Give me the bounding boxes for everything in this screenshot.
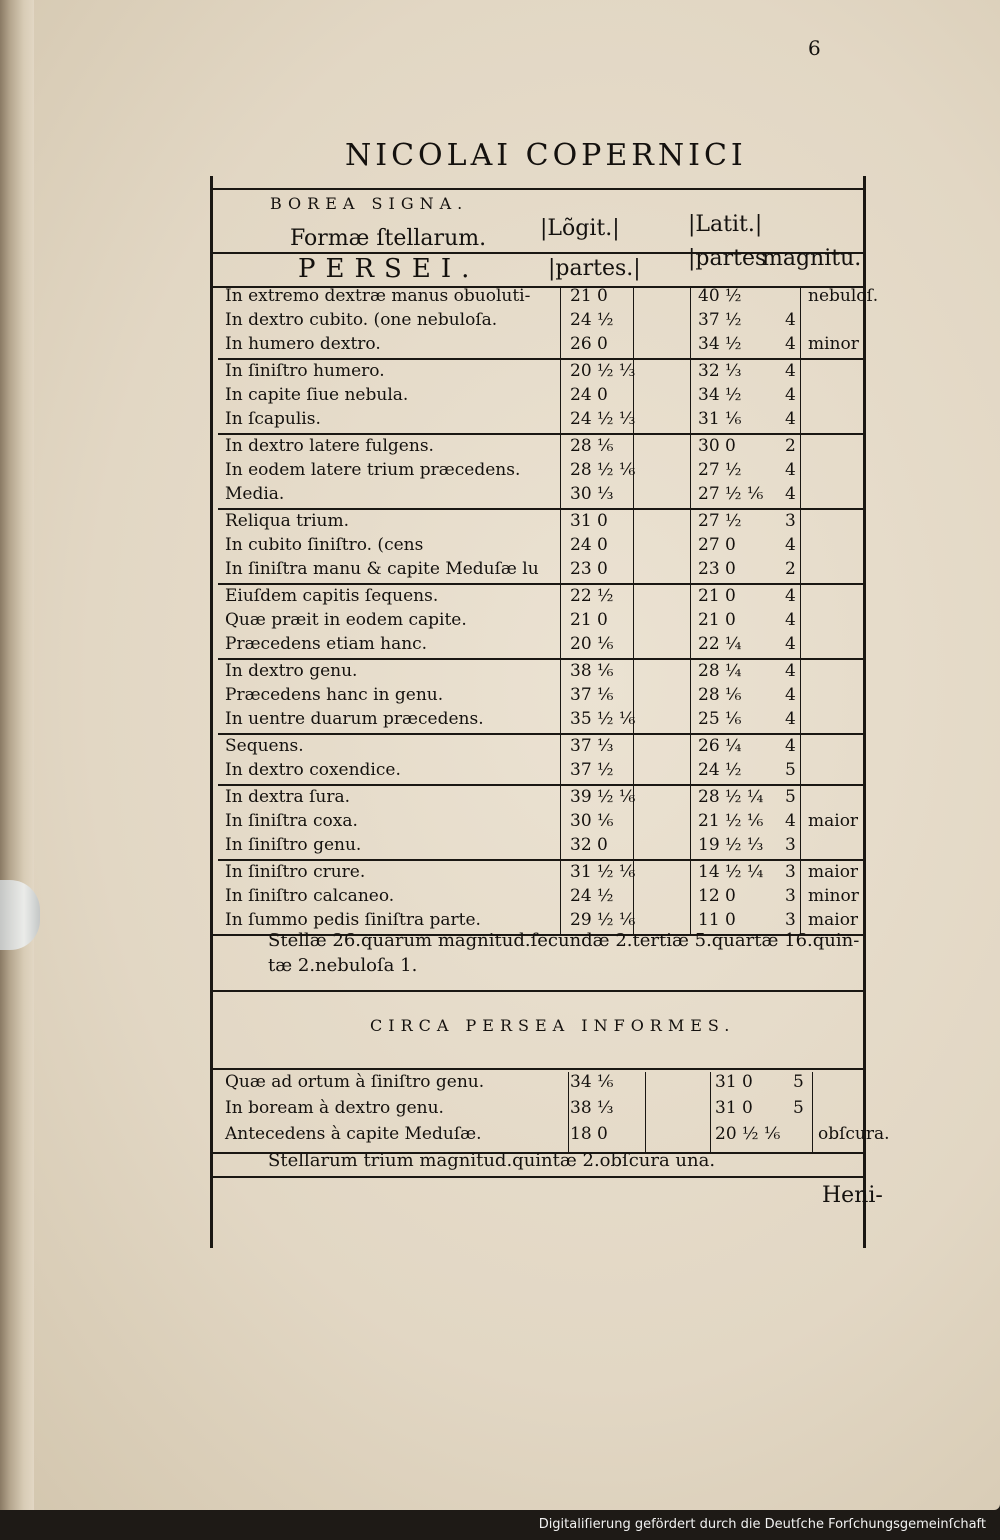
star-description: In cubito ſiniſtro. (cens — [225, 535, 424, 555]
magnitude-value: 4 — [785, 661, 796, 681]
rule-summary2-bottom — [210, 1176, 865, 1178]
section2-title: CIRCA PERSEA INFORMES. — [370, 1016, 736, 1035]
latitude-value: 22 ¼ — [698, 634, 742, 654]
magnitude-value: 4 — [785, 709, 796, 729]
magnitude-note: maior — [808, 811, 859, 831]
footer-credit: Digitaliſierung gefördert durch die Deutſche Forſchungsgemeinſchaft — [538, 1517, 986, 1532]
star-description: In extremo dextræ manus obuoluti- — [225, 286, 531, 306]
latitude-value: 27 ½ ⅙ — [698, 484, 764, 504]
magnitude-value: 2 — [785, 559, 796, 579]
rule-summary-bottom — [210, 990, 865, 992]
table-row — [0, 484, 1000, 508]
longitude-value: 38 ⅓ — [570, 1098, 614, 1118]
longitude-value: 24 0 — [570, 385, 608, 405]
magnitude-value: 4 — [785, 334, 796, 354]
star-description: In ſiniſtro humero. — [225, 361, 385, 381]
table-row — [0, 535, 1000, 559]
latitude-value: 21 0 — [698, 610, 736, 630]
magnitude-note: minor — [808, 334, 859, 354]
star-description: In ſiniſtro crure. — [225, 862, 366, 882]
group-rule — [218, 433, 863, 435]
header-partes-lat: |partes — [688, 246, 767, 271]
catchword: Heni- — [822, 1183, 883, 1208]
magnitude-note: nebuloſ. — [808, 286, 879, 306]
star-description: In dextro coxendice. — [225, 760, 401, 780]
longitude-value: 20 ⅙ — [570, 634, 614, 654]
header-formae: Formæ ſtellarum. — [290, 226, 487, 251]
magnitude-note: minor — [808, 886, 859, 906]
table-row — [0, 709, 1000, 733]
table-row — [0, 736, 1000, 760]
longitude-value: 31 ½ ⅙ — [570, 862, 636, 882]
longitude-value: 32 0 — [570, 835, 608, 855]
group-rule — [218, 784, 863, 786]
longitude-value: 39 ½ ⅙ — [570, 787, 636, 807]
star-description: Reliqua trium. — [225, 511, 349, 531]
magnitude-value: 4 — [785, 634, 796, 654]
star-description: Media. — [225, 484, 285, 504]
rule-top — [210, 188, 865, 190]
table-row — [0, 886, 1000, 910]
longitude-value: 24 ½ — [570, 310, 614, 330]
table-row — [0, 760, 1000, 784]
magnitude-value: 4 — [785, 361, 796, 381]
magnitude-value: 4 — [785, 310, 796, 330]
table-row — [0, 661, 1000, 685]
longitude-value: 22 ½ — [570, 586, 614, 606]
header-longitude: |Lõgit.| — [540, 216, 620, 241]
table-row — [0, 787, 1000, 811]
latitude-value: 28 ½ ¼ — [698, 787, 764, 807]
latitude-value: 28 ⅙ — [698, 685, 742, 705]
table-row — [0, 610, 1000, 634]
longitude-value: 37 ½ — [570, 760, 614, 780]
longitude-value: 37 ⅙ — [570, 685, 614, 705]
star-description: In boream à dextro genu. — [225, 1098, 444, 1118]
latitude-value: 12 0 — [698, 886, 736, 906]
folio-number: 6 — [808, 36, 821, 60]
latitude-value: 19 ½ ⅓ — [698, 835, 764, 855]
magnitude-value: 3 — [785, 511, 796, 531]
longitude-value: 30 ⅓ — [570, 484, 614, 504]
magnitude-value: 5 — [785, 787, 796, 807]
star-description: In eodem latere trium præcedens. — [225, 460, 521, 480]
table-row — [0, 385, 1000, 409]
table-row — [0, 286, 1000, 310]
table-row — [0, 811, 1000, 835]
star-description: In capite ſiue nebula. — [225, 385, 409, 405]
section-title: BOREA SIGNA. — [270, 194, 469, 213]
magnitude-note: maior — [808, 910, 859, 930]
star-description: Quæ ad ortum à ſiniſtro genu. — [225, 1072, 485, 1092]
latitude-value: 26 ¼ — [698, 736, 742, 756]
latitude-value: 21 0 — [698, 586, 736, 606]
latitude-value: 27 ½ — [698, 511, 742, 531]
star-description: Præcedens etiam hanc. — [225, 634, 428, 654]
latitude-value: 31 0 — [715, 1098, 753, 1118]
magnitude-value: 5 — [785, 760, 796, 780]
table-row — [0, 334, 1000, 358]
star-description: In ſiniſtro genu. — [225, 835, 362, 855]
magnitude-value: 3 — [785, 862, 796, 882]
group-rule — [218, 733, 863, 735]
magnitude-value: 4 — [785, 610, 796, 630]
magnitude-value: 5 — [793, 1098, 804, 1118]
magnitude-value: 4 — [785, 484, 796, 504]
longitude-value: 24 0 — [570, 535, 608, 555]
star-description: In dextro latere fulgens. — [225, 436, 434, 456]
latitude-value: 27 0 — [698, 535, 736, 555]
star-description: Sequens. — [225, 736, 304, 756]
group-rule — [218, 583, 863, 585]
table-row — [0, 409, 1000, 433]
magnitude-value: 4 — [785, 535, 796, 555]
rule-section2 — [210, 1068, 865, 1070]
latitude-value: 40 ½ — [698, 286, 742, 306]
star-description: In ſiniſtro calcaneo. — [225, 886, 395, 906]
table-row — [0, 310, 1000, 334]
latitude-value: 37 ½ — [698, 310, 742, 330]
star-description: In humero dextro. — [225, 334, 381, 354]
longitude-value: 18 0 — [570, 1124, 608, 1144]
star-description: In ſiniſtra coxa. — [225, 811, 358, 831]
latitude-value: 31 ⅙ — [698, 409, 742, 429]
magnitude-value: 4 — [785, 460, 796, 480]
magnitude-note: obſcura. — [818, 1124, 890, 1144]
header-latitude: |Latit.| — [688, 212, 763, 237]
summary-line-2: tæ 2.nebuloſa 1. — [268, 955, 418, 976]
table-row — [0, 511, 1000, 535]
table-row — [0, 436, 1000, 460]
latitude-value: 25 ⅙ — [698, 709, 742, 729]
star-description: In dextra ſura. — [225, 787, 351, 807]
longitude-value: 28 ½ ⅙ — [570, 460, 636, 480]
latitude-value: 20 ½ ⅙ — [715, 1124, 781, 1144]
header-magnitudo: magnitu. — [762, 246, 862, 271]
longitude-value: 23 0 — [570, 559, 608, 579]
latitude-value: 21 ½ ⅙ — [698, 811, 764, 831]
running-head: NICOLAI COPERNICI — [345, 138, 747, 173]
magnitude-value: 3 — [785, 910, 796, 930]
longitude-value: 35 ½ ⅙ — [570, 709, 636, 729]
table-row — [0, 559, 1000, 583]
header-partes-lon: |partes.| — [548, 256, 641, 281]
star-description: In dextro cubito. (one nebuloſa. — [225, 310, 498, 330]
longitude-value: 24 ½ — [570, 886, 614, 906]
table-row — [0, 634, 1000, 658]
latitude-value: 31 0 — [715, 1072, 753, 1092]
longitude-value: 30 ⅙ — [570, 811, 614, 831]
group-rule — [218, 358, 863, 360]
group-rule — [218, 508, 863, 510]
star-description: Quæ præit in eodem capite. — [225, 610, 467, 630]
magnitude-value: 4 — [785, 736, 796, 756]
longitude-value: 29 ½ ⅙ — [570, 910, 636, 930]
summary2: Stellarum trium magnitud.quintæ 2.obſcura una. — [268, 1150, 716, 1171]
magnitude-value: 3 — [785, 835, 796, 855]
star-description: Præcedens hanc in genu. — [225, 685, 444, 705]
longitude-value: 24 ½ ⅓ — [570, 409, 636, 429]
magnitude-value: 4 — [785, 586, 796, 606]
table-row — [0, 685, 1000, 709]
longitude-value: 20 ½ ⅓ — [570, 361, 636, 381]
table-row — [0, 1124, 1000, 1148]
table-row — [0, 586, 1000, 610]
latitude-value: 34 ½ — [698, 334, 742, 354]
magnitude-value: 4 — [785, 385, 796, 405]
table-row — [0, 1098, 1000, 1122]
magnitude-value: 5 — [793, 1072, 804, 1092]
latitude-value: 14 ½ ¼ — [698, 862, 764, 882]
star-description: Eiuſdem capitis ſequens. — [225, 586, 439, 606]
longitude-value: 26 0 — [570, 334, 608, 354]
magnitude-value: 2 — [785, 436, 796, 456]
table-row — [0, 835, 1000, 859]
longitude-value: 38 ⅙ — [570, 661, 614, 681]
magnitude-value: 3 — [785, 886, 796, 906]
latitude-value: 24 ½ — [698, 760, 742, 780]
longitude-value: 37 ⅓ — [570, 736, 614, 756]
latitude-value: 28 ¼ — [698, 661, 742, 681]
constellation-name: PERSEI. — [298, 254, 480, 284]
group-rule — [218, 859, 863, 861]
longitude-value: 21 0 — [570, 286, 608, 306]
table-row — [0, 862, 1000, 886]
latitude-value: 23 0 — [698, 559, 736, 579]
longitude-value: 21 0 — [570, 610, 608, 630]
summary-line-1: Stellæ 26.quarum magnitud.ſecundæ 2.tertiæ 5.quartæ 16.quin- — [268, 930, 860, 951]
table-row — [0, 460, 1000, 484]
digitization-footer — [0, 1510, 1000, 1540]
longitude-value: 31 0 — [570, 511, 608, 531]
table-row — [0, 1072, 1000, 1096]
latitude-value: 32 ⅓ — [698, 361, 742, 381]
star-description: In uentre duarum præcedens. — [225, 709, 484, 729]
star-description: In dextro genu. — [225, 661, 358, 681]
magnitude-value: 4 — [785, 409, 796, 429]
latitude-value: 27 ½ — [698, 460, 742, 480]
magnitude-value: 4 — [785, 685, 796, 705]
latitude-value: 30 0 — [698, 436, 736, 456]
longitude-value: 28 ⅙ — [570, 436, 614, 456]
star-description: Antecedens à capite Meduſæ. — [225, 1124, 482, 1144]
magnitude-value: 4 — [785, 811, 796, 831]
group-rule — [218, 658, 863, 660]
latitude-value: 11 0 — [698, 910, 736, 930]
table-row — [0, 361, 1000, 385]
star-description: In ſcapulis. — [225, 409, 321, 429]
magnitude-note: maior — [808, 862, 859, 882]
star-description: In ſiniſtra manu & capite Meduſæ lu — [225, 559, 539, 579]
latitude-value: 34 ½ — [698, 385, 742, 405]
star-description: In ſummo pedis ſiniſtra parte. — [225, 910, 481, 930]
longitude-value: 34 ⅙ — [570, 1072, 614, 1092]
